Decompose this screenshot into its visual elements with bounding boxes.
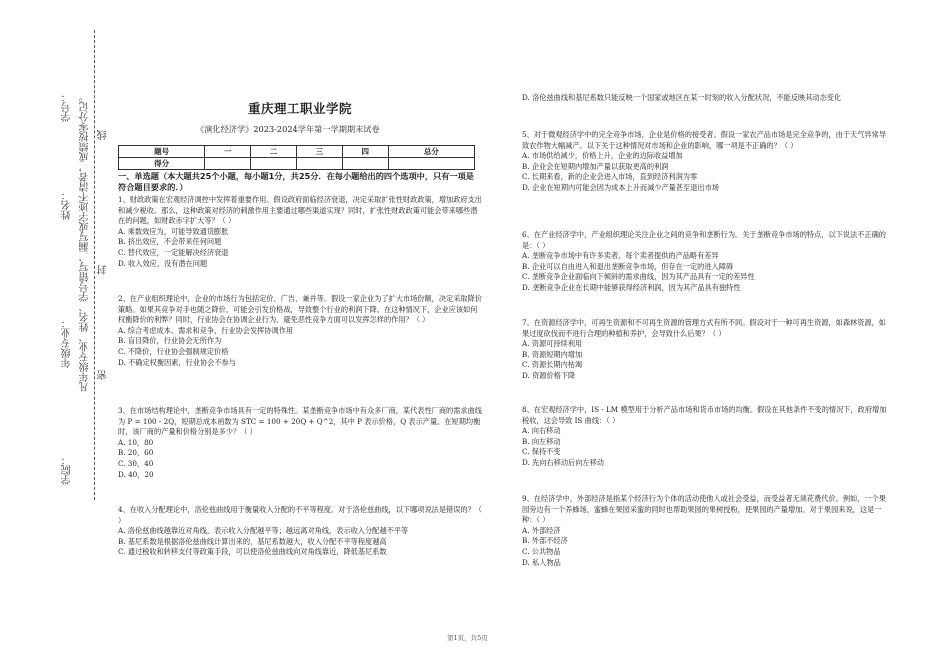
seal-mark-2: 封 bbox=[98, 265, 109, 275]
question-stem: 9、在经济学中，外部经济是指某个经济行为个体的活动使他人或社会受益，而受益者无须花费代价。例如，一个果园旁边有一个养蜂场，蜜蜂在果园采蜜的同时也帮助果园的果树授粉，使果园的产量增加。对于果园来说，这是一种：（ ） bbox=[522, 494, 886, 525]
question-stem: 8、在宏观经济学中，IS - LM 模型用于分析产品市场和货币市场的均衡。假设在其他条件不变的情况下，政府增加税收，这会导致 IS 曲线：（ ） bbox=[522, 405, 887, 425]
binding-dashed-line bbox=[94, 30, 95, 500]
option-a: A. 向右移动 bbox=[522, 426, 561, 436]
option-b: B. 资源短期内增加 bbox=[522, 349, 583, 359]
question-2 bbox=[118, 294, 483, 368]
question-4-continued bbox=[522, 93, 887, 104]
seal-mark-1: 密 bbox=[98, 370, 109, 380]
question-7 bbox=[522, 318, 887, 382]
option-d: D. 先向右移动后向左移动 bbox=[522, 457, 604, 467]
question-5 bbox=[522, 130, 887, 194]
question-8 bbox=[522, 405, 887, 469]
question-stem: 3、在市场结构理论中，垄断竞争市场具有一定的特殊性。某垄断竞争市场中有众多厂商，某代表性厂商的需求曲线为 P = 100 - 2Q，短期总成本函数为 STC = 100 + 20Q + Q^2，其中 P 表示价格，Q 表示产量。在短期均衡时，该厂商的产量和价格分别是多少？（ ） bbox=[118, 406, 482, 437]
option-c: C. 替代效应，一定能解决经济衰退 bbox=[118, 247, 229, 257]
option-c: C. 不降价，行业协会强制规定价格 bbox=[118, 346, 229, 356]
option-b: B. 向左移动 bbox=[522, 436, 561, 446]
student-no-label: 学号： bbox=[62, 92, 73, 122]
question-stem: 1、财政政策在宏观经济调控中发挥着重要作用。假设政府面临经济衰退，决定采取扩张性财政政策，增加政府支出和减少税收。那么，这种政策对经济的刺激作用主要通过哪些渠道实现？同时，扩张性财政政策可能会带来哪些潜在的问题，如财政赤字扩大等？（ ） bbox=[118, 195, 482, 226]
question-stem: 2、在产业组织理论中，企业的市场行为包括定价、广告、兼并等。假设一家企业为了扩大市场份额，决定采取降价策略。如果其竞争对手也随之降价，可能会引发价格战，导致整个行业的利润下降。在这种情况下，企业应该如何权衡降价的利弊？同时，行业协会在协调企业行为、避免恶性竞争方面可以发挥怎样的作用？（ ） bbox=[118, 294, 482, 325]
option-b: B. 企业会在短期内增加产量以获取更高的利润 bbox=[522, 161, 669, 171]
option-d: D. 垄断竞争企业在长期中能够获得经济利润，因为其产品具有独特性 bbox=[522, 282, 741, 292]
question-stem: 6、在产业经济学中，产业组织理论关注企业之间的竞争和垄断行为。关于垄断竞争市场的特点，以下说法不正确的是：（ ） bbox=[522, 230, 886, 250]
score-table-score-row bbox=[119, 158, 475, 170]
question-6 bbox=[522, 230, 887, 294]
question-3 bbox=[118, 406, 483, 480]
score-cell bbox=[388, 158, 474, 170]
option-a: A. 洛伦兹曲线越靠近对角线，表示收入分配越平等；越远离对角线，表示收入分配越不平等 bbox=[118, 526, 409, 536]
option-d: D. 收入效应，没有潜在问题 bbox=[118, 258, 208, 268]
name-label: 姓名： bbox=[62, 190, 73, 220]
school-title: 重庆理工职业学院 bbox=[248, 101, 353, 116]
major-label: 年级专业： bbox=[62, 318, 73, 368]
option-a: A. 市场供给减少，价格上升，企业的边际收益增加 bbox=[522, 151, 683, 161]
score-cell bbox=[342, 158, 388, 170]
option-c: C. 通过税收和转移支付等政策手段，可以使洛伦兹曲线向对角线靠近，降低基尼系数 bbox=[118, 547, 387, 557]
option-b: B. 盲目降价，行业协会无所作为 bbox=[118, 336, 222, 346]
option-c: C. 保持不变 bbox=[522, 447, 561, 457]
option-a: A. 外部经济 bbox=[522, 525, 561, 535]
option-d: D. 企业在短期内可能会因为成本上升而减少产量甚至退出市场 bbox=[522, 182, 719, 192]
option-b: B. 20，60 bbox=[118, 448, 154, 458]
option-c: C. 长期来看，新的企业会进入市场，直到经济利润为零 bbox=[522, 172, 698, 182]
score-cell: 四 bbox=[342, 146, 388, 158]
exam-title: 《演化经济学》2023-2024学年第一学期期末试卷 bbox=[196, 124, 380, 134]
option-c: C. 垄断竞争企业面临向下倾斜的需求曲线，因为其产品具有一定的差异性 bbox=[522, 272, 755, 282]
page-footer: 第1页，共5页 bbox=[447, 634, 488, 642]
option-d: D. 40，20 bbox=[118, 469, 154, 479]
option-c: C. 30，40 bbox=[118, 458, 154, 468]
option-b: B. 基尼系数是根据洛伦兹曲线计算出来的，基尼系数越大，收入分配不平等程度越高 bbox=[118, 536, 387, 546]
section-title: 一、单选题（本大题共25个小题，每小题1分，共25分．在每小题给出的四个选项中，只有一项是符合题目要求的．） bbox=[118, 171, 474, 192]
question-4 bbox=[118, 505, 483, 558]
score-cell: 总分 bbox=[388, 146, 474, 158]
score-cell: 三 bbox=[296, 146, 342, 158]
option-b: B. 挤出效应，不会带来任何问题 bbox=[118, 237, 222, 247]
question-stem: 5、对于微观经济学中的完全竞争市场，企业是价格的接受者。假设一家农产品市场是完全竞争的，由于天气异常导致农作物大幅减产。以下关于这种情况对市场和企业的影响，哪一项是不正确的？（ ） bbox=[522, 130, 886, 150]
margin-notice: 凡年级专业、姓名、学号错写、漏写或字迹不清者，成绩按零分记。 bbox=[80, 92, 91, 392]
score-cell bbox=[296, 158, 342, 170]
option-a: A. 乘数效应为，可能导致通货膨胀 bbox=[118, 226, 229, 236]
score-cell: 题号 bbox=[119, 146, 205, 158]
score-cell bbox=[205, 158, 251, 170]
option-a: A. 综合考虑成本、需求和竞争，行业协会发挥协调作用 bbox=[118, 325, 294, 335]
option-c: C. 资源长期内枯竭 bbox=[522, 360, 583, 370]
question-stem: 4、在收入分配理论中，洛伦兹曲线用于衡量收入分配的不平等程度。对于洛伦兹曲线，以下哪项说法是错误的？（ ） bbox=[118, 505, 482, 525]
score-cell: 二 bbox=[251, 146, 297, 158]
option-c: C. 公共物品 bbox=[522, 546, 561, 556]
option-a: A. 垄断竞争市场中有许多卖者，每个卖者提供的产品略有差异 bbox=[522, 251, 719, 261]
score-table bbox=[118, 145, 475, 170]
school-label: 学院： bbox=[62, 455, 73, 485]
score-cell: 一 bbox=[205, 146, 251, 158]
score-table-header-row bbox=[119, 146, 475, 158]
question-9 bbox=[522, 494, 887, 568]
score-cell: 得分 bbox=[119, 158, 205, 170]
score-cell bbox=[251, 158, 297, 170]
seal-mark-3: 线 bbox=[98, 130, 109, 140]
option-b: B. 企业可以自由进入和退出垄断竞争市场，但存在一定的进入障碍 bbox=[522, 261, 734, 271]
question-stem: 7、在资源经济学中，可再生资源和不可再生资源的管理方式有所不同。假设对于一种可再生资源，如森林资源，如果过度砍伐而不进行合理的种植和养护，会导致什么后果？（ ） bbox=[522, 318, 886, 338]
option-d: D. 洛伦兹曲线和基尼系数只能反映一个国家或地区在某一时刻的收入分配状况，不能反映其动态变化 bbox=[522, 93, 842, 102]
option-a: A. 10，80 bbox=[118, 437, 154, 447]
option-d: D. 不确定权衡因素，行业协会不参与 bbox=[118, 357, 236, 367]
question-1 bbox=[118, 195, 483, 269]
option-b: B. 外部不经济 bbox=[522, 536, 568, 546]
option-d: D. 私人物品 bbox=[522, 557, 561, 567]
option-a: A. 资源可持续利用 bbox=[522, 339, 583, 349]
option-d: D. 资源价格下降 bbox=[522, 370, 576, 380]
